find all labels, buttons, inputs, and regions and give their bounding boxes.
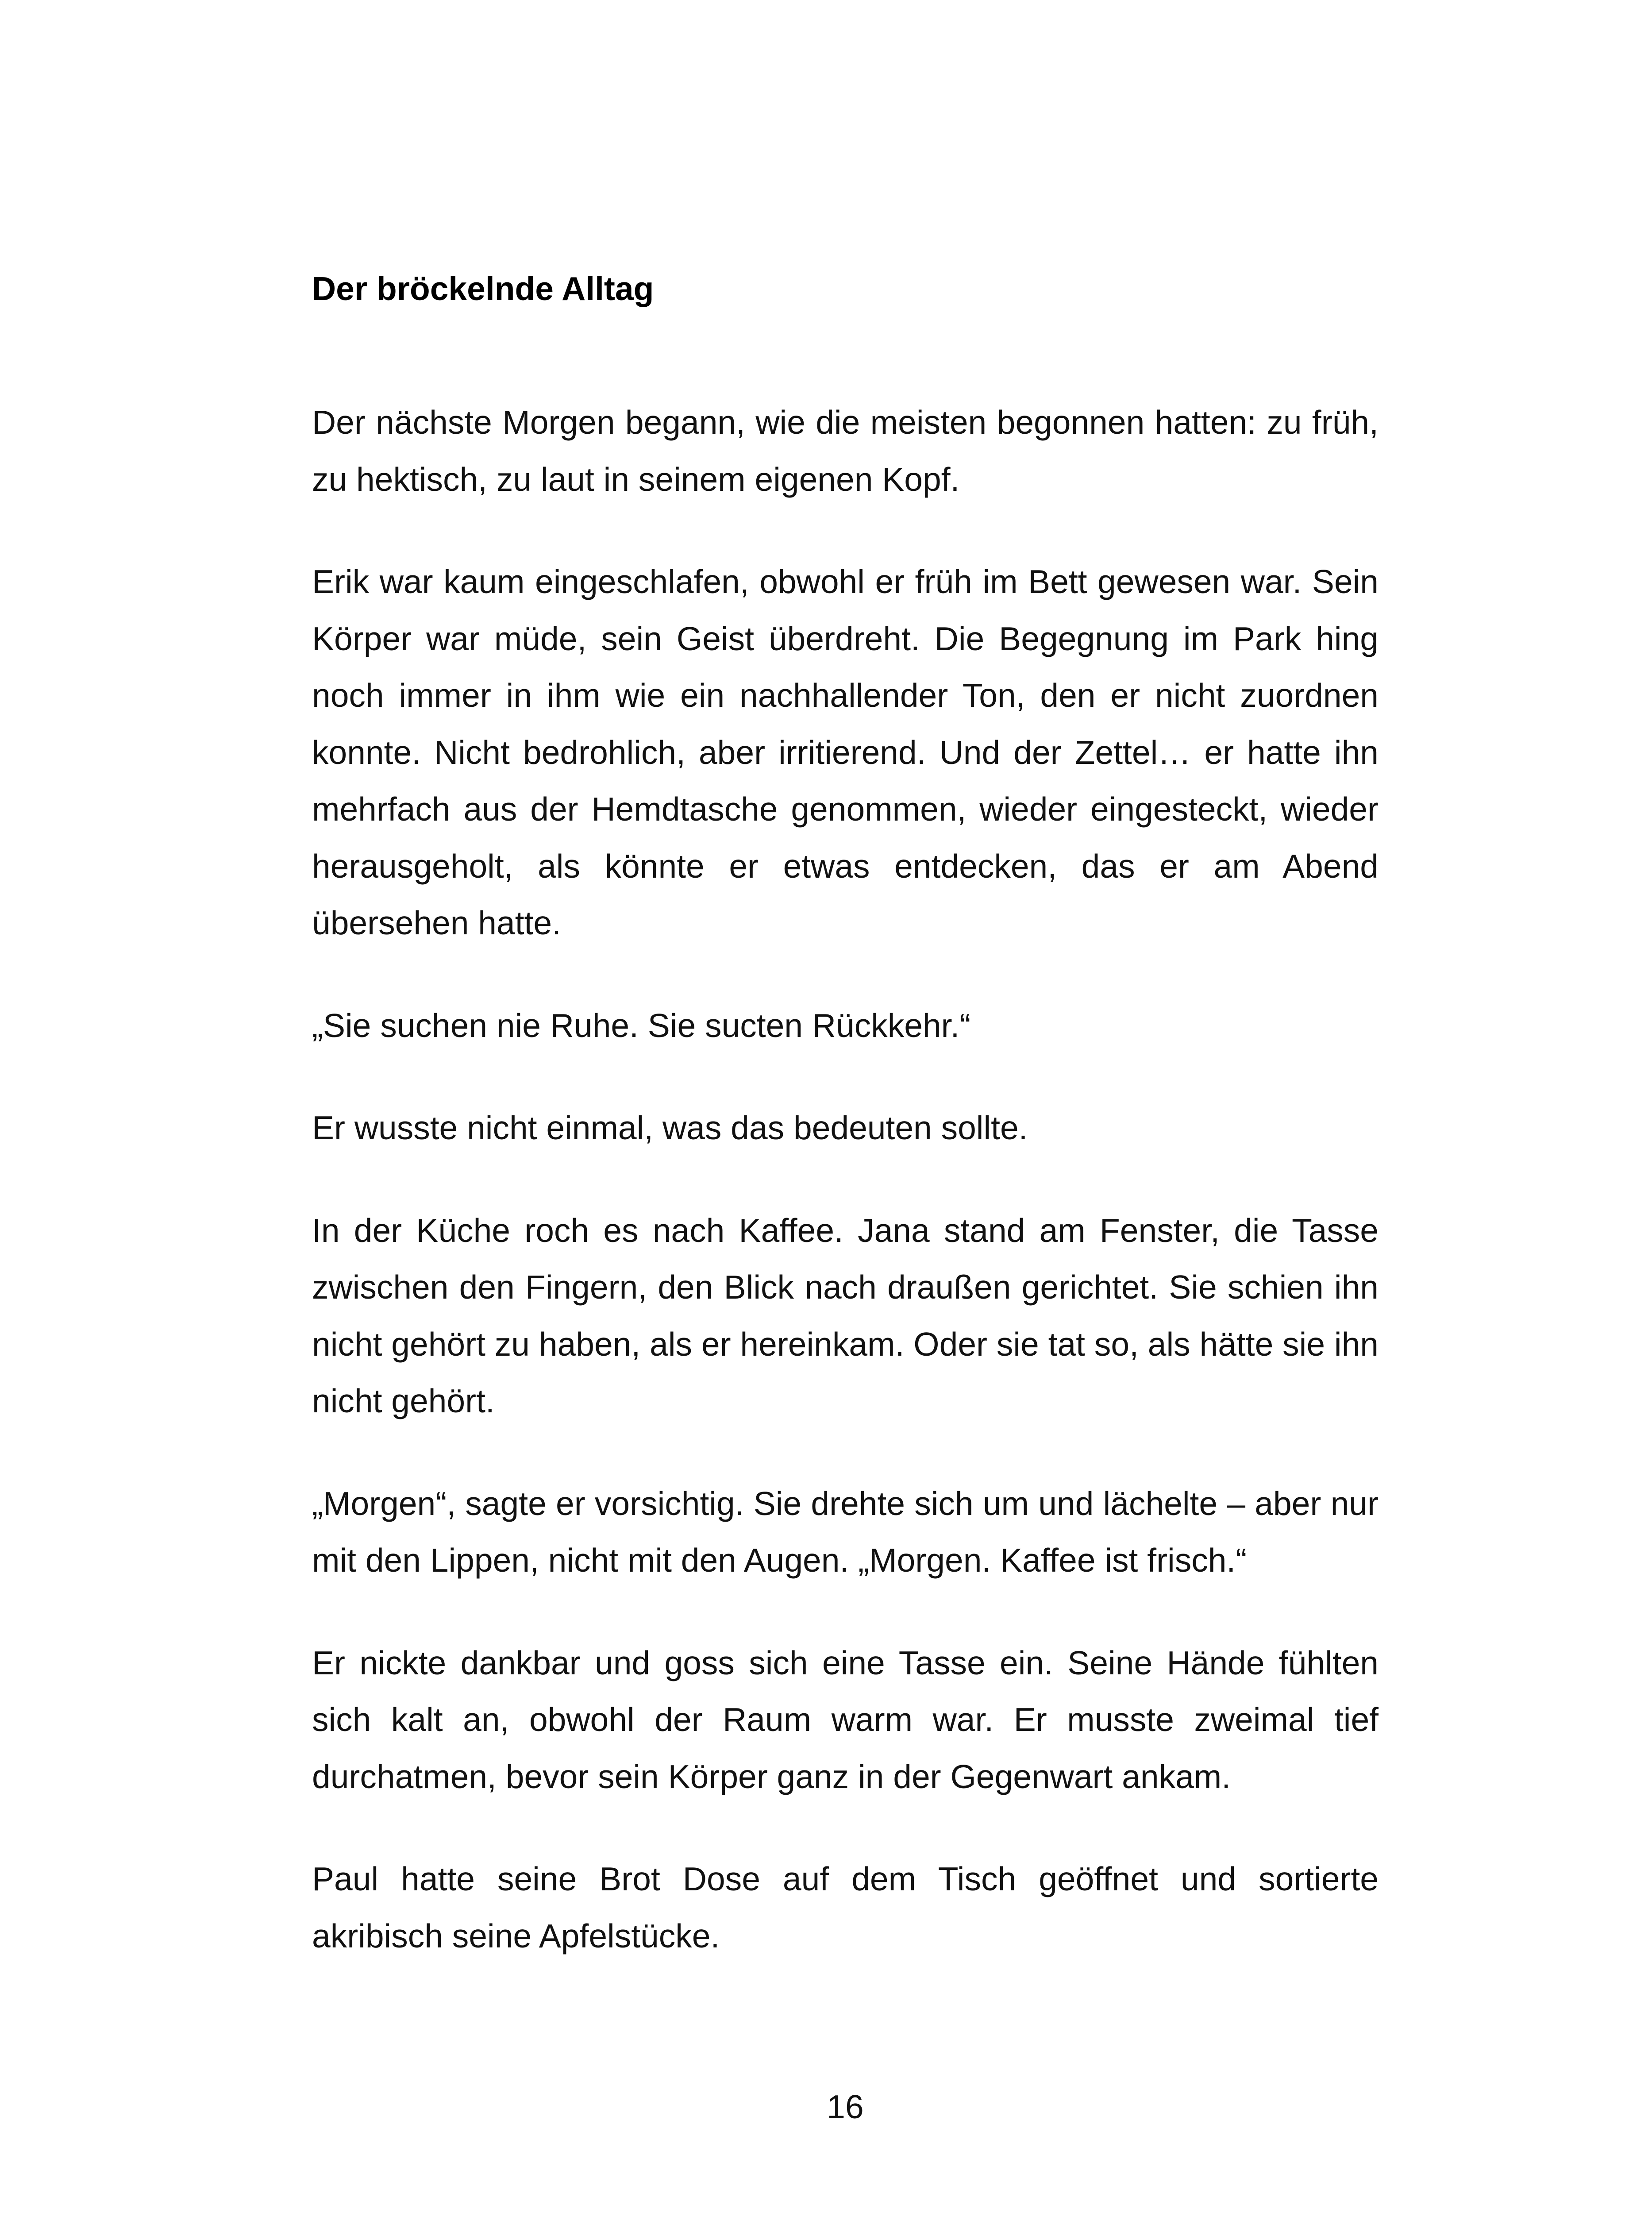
paragraph-2: Erik war kaum eingeschlafen, obwohl er früh im Bett gewesen war. Sein Körper war müde, sein Geist überdreht. Die Begegnung im Park hing noch immer in ihm wie ein nachhallender Ton, den er nicht zuordnen konnte. Nicht bedrohlich, aber irritierend. Und der Zettel… er hatte ihn mehrfach aus der Hemdtasche genommen, wieder eingesteckt, wieder herausgeholt, als könnte er etwas entdecken, das er am Abend übersehen hatte. bbox=[312, 563, 1379, 941]
page-number: 16 bbox=[827, 2088, 864, 2125]
paragraph-8: Paul hatte seine Brot Dose auf dem Tisch geöffnet und sortierte akribisch seine Apfelstücke. bbox=[312, 1860, 1379, 1955]
chapter-title: Der bröckelnde Alltag bbox=[312, 270, 654, 307]
paragraph-3-quote: „Sie suchen nie Ruhe. Sie sucten Rückkehr.“ bbox=[312, 1006, 971, 1044]
paragraph-4: Er wusste nicht einmal, was das bedeuten sollte. bbox=[312, 1109, 1028, 1146]
paragraph-7: Er nickte dankbar und goss sich eine Tasse ein. Seine Hände fühlten sich kalt an, obwohl der Raum warm war. Er musste zweimal tief durchatmen, bevor sein Körper ganz in der Gegenwart ankam. bbox=[312, 1644, 1379, 1795]
text-column bbox=[312, 261, 1379, 1964]
paragraph-1: Der nächste Morgen begann, wie die meisten begonnen hatten: zu früh, zu hektisch, zu laut in seinem eigenen Kopf. bbox=[312, 404, 1379, 498]
paragraph-5: In der Küche roch es nach Kaffee. Jana stand am Fenster, die Tasse zwischen den Fingern, den Blick nach draußen gerichtet. Sie schien ihn nicht gehört zu haben, als er hereinkam. Oder sie tat so, als hätte sie ihn nicht gehört. bbox=[312, 1211, 1379, 1419]
paragraph-6-dialogue: „Morgen“, sagte er vorsichtig. Sie drehte sich um und lächelte – aber nur mit den Lippen, nicht mit den Augen. „Morgen. Kaffee ist frisch.“ bbox=[312, 1484, 1379, 1579]
